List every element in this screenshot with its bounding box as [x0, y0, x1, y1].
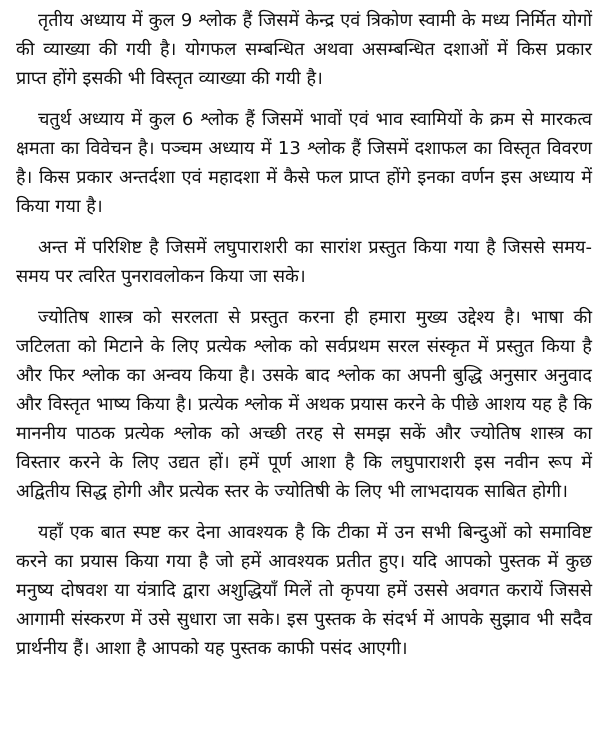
paragraph-objective: ज्योतिष शास्त्र को सरलता से प्रस्तुत करना ही हमारा मुख्य उद्देश्य है। भाषा की जटिलता को मिटाने के लिए प्रत्येक श्लोक को सर्वप्रथम सरल संस्कृत में प्रस्तुत किया है और फिर श्लोक का अन्वय किया है। उसके बाद श्लोक का अपनी बुद्धि अनुसार अनुवाद और विस्तृत भाष्य किया है। प्रत्येक श्लोक में अथक प्रयास करने के पीछे आशय यह है कि माननीय पाठक प्रत्येक श्लोक को अच्छी तरह से समझ सकें और ज्योतिष शास्त्र का विस्तार करने के लिए उद्यत हों। हमें पूर्ण आशा है कि लघुपाराशरी इस नवीन रूप में अद्वितीय सिद्ध होगी और प्रत्येक स्तर के ज्योतिषी के लिए भी लाभदायक साबित होगी।	[16, 307, 592, 502]
paragraph-appendix: अन्त में परिशिष्ट है जिसमें लघुपाराशरी का सारांश प्रस्तुत किया गया है जिससे समय-समय पर त्वरित पुनरावलोकन किया जा सके।	[16, 237, 592, 287]
paragraph-chapters-4-5: चतुर्थ अध्याय में कुल 6 श्लोक हैं जिसमें भावों एवं भाव स्वामियों के क्रम से मारकत्व क्षमता का विवेचन है। पञ्चम अध्याय में 13 श्लोक हैं जिसमें दशाफल का विस्तृत विवरण है। किस प्रकार अन्तर्दशा एवं महादशा में कैसे फल प्राप्त होंगे इनका वर्णन इस अध्याय में किया गया है।	[16, 109, 592, 217]
paragraph-closing: यहाँ एक बात स्पष्ट कर देना आवश्यक है कि टीका में उन सभी बिन्दुओं को समाविष्ट करने का प्रयास किया गया है जो हमें आवश्यक प्रतीत हुए। यदि आपको पुस्तक में कुछ मनुष्य दोषवश या यंत्रादि द्वारा अशुद्धियाँ मिलें तो कृपया हमें उससे अवगत करायें जिससे आगामी संस्करण में उसे सुधारा जा सके। इस पुस्तक के संदर्भ में आपके सुझाव भी सदैव प्रार्थनीय हैं। आशा है आपको यह पुस्तक काफी पसंद आएगी।	[16, 522, 592, 659]
document-page	[16, 6, 592, 663]
paragraph-chapter-3: तृतीय अध्याय में कुल 9 श्लोक हैं जिसमें केन्द्र एवं त्रिकोण स्वामी के मध्य निर्मित योगों की व्याख्या की गयी है। योगफल सम्बन्धित अथवा असम्बन्धित दशाओं में किस प्रकार प्राप्त होंगे इसकी भी विस्तृत व्याख्या की गयी है।	[16, 10, 592, 89]
